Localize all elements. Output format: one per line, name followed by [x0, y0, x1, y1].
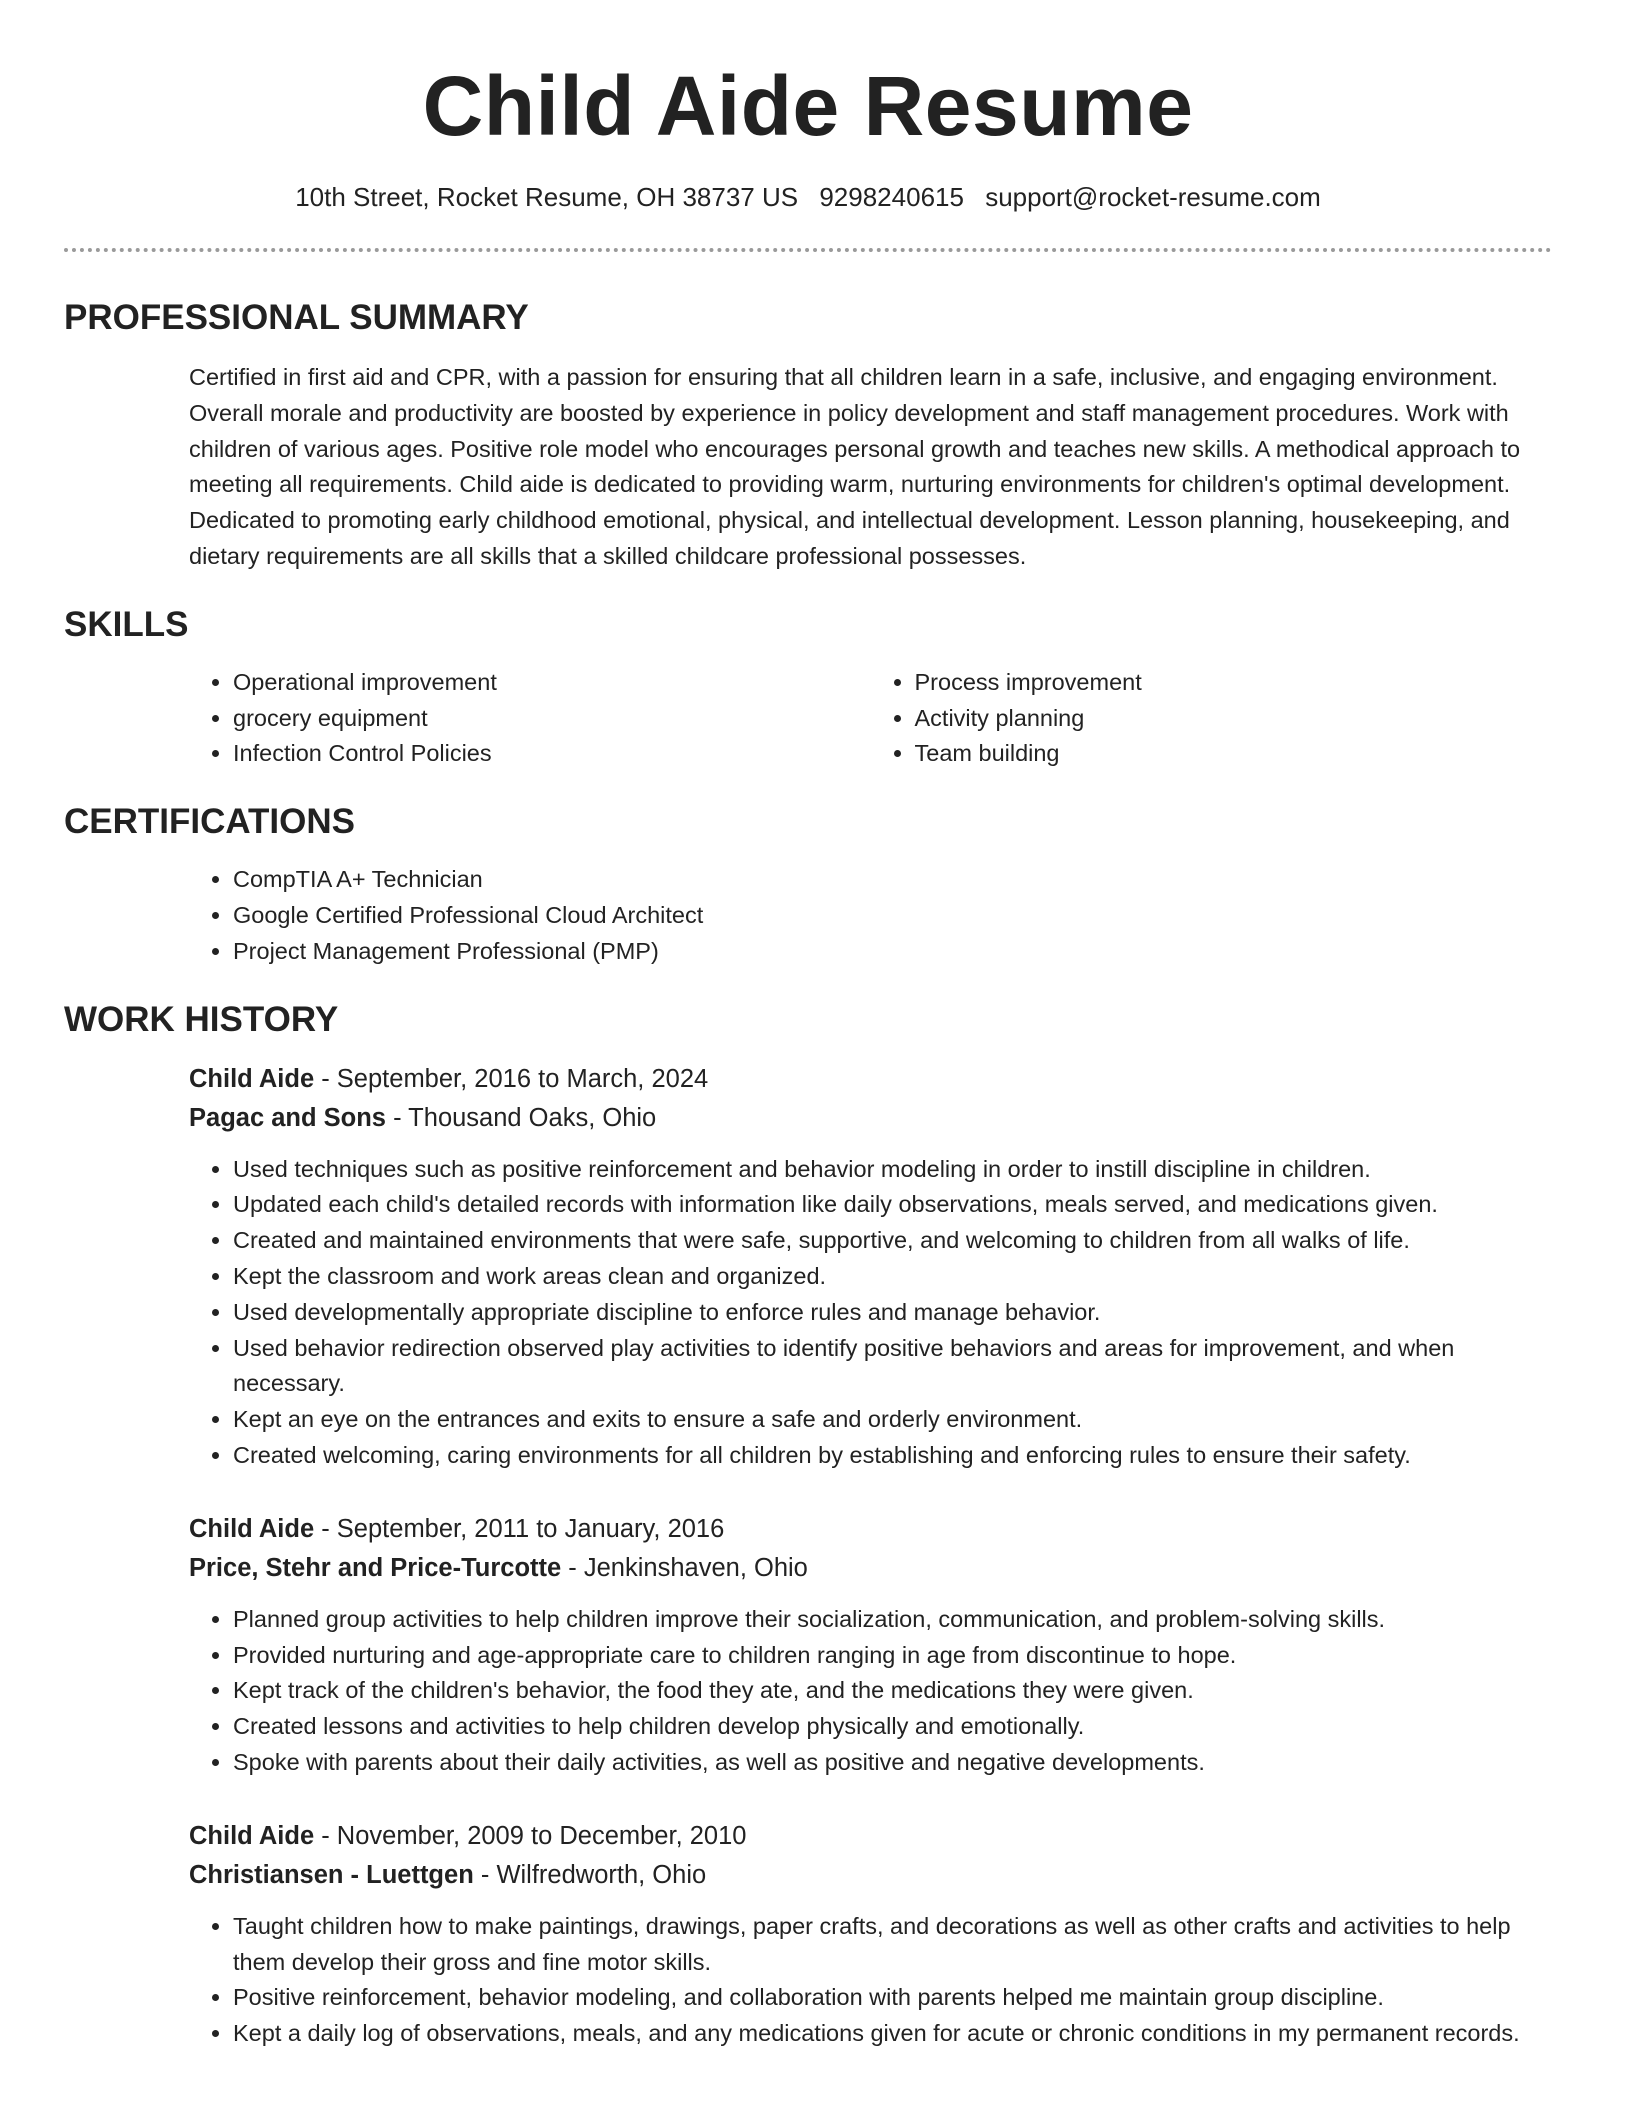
skill-item: • Activity planning — [915, 701, 1553, 737]
summary-text: Certified in first aid and CPR, with a passion for ensuring that all children learn in a safe, inclusive, and engaging environment. Overall morale and productivity are boosted by experience in policy development and staff management procedures. Work with children of various ages. Positive role model who encourages personal growth and teaches new skills. A methodical approach to meeting all requirements. Child aide is dedicated to providing warm, nurturing environments for children's optimal development. Dedicated to promoting early childhood emotional, physical, and intellectual development. Lesson planning, housekeeping, and dietary requirements are all skills that a skilled childcare professional possesses. — [189, 364, 1521, 569]
job-title: Child Aide — [189, 1821, 315, 1850]
job-bullet: • Updated each child's detailed records with information like daily observations, meals served, and medications given. — [233, 1187, 1552, 1223]
job-bullet: • Spoke with parents about their daily activities, as well as positive and negative developments. — [233, 1745, 1552, 1781]
skill-item: • Infection Control Policies — [233, 736, 871, 772]
job-company-line — [189, 1099, 1552, 1138]
job-title: Child Aide — [189, 1514, 315, 1543]
job-entry — [189, 1510, 1552, 1781]
contact-line — [64, 180, 1552, 214]
skill-item: • Team building — [915, 736, 1553, 772]
job-bullet: • Planned group activities to help children improve their socialization, communication, and problem-solving skills. — [233, 1602, 1552, 1638]
job-bullet: • Provided nurturing and age-appropriate care to children ranging in age from discontinue to hope. — [233, 1638, 1552, 1674]
job-bullet: • Kept a daily log of observations, meals, and any medications given for acute or chronic conditions in my permanent records. — [233, 2016, 1552, 2052]
contact-address: 10th Street, Rocket Resume, OH 38737 US — [295, 182, 799, 212]
skills-list-right — [871, 665, 1553, 772]
contact-phone[interactable]: 9298240615 — [819, 182, 964, 212]
job-title-line — [189, 1817, 1552, 1856]
certification-item: • CompTIA A+ Technician — [233, 862, 1552, 898]
job-bullet: • Kept the classroom and work areas clean and organized. — [233, 1259, 1552, 1295]
certifications-list — [189, 862, 1552, 969]
skill-item: • grocery equipment — [233, 701, 871, 737]
contact-email[interactable]: support@rocket-resume.com — [985, 182, 1321, 212]
job-company: Christiansen - Luettgen — [189, 1860, 474, 1889]
job-bullet: • Created and maintained environments that were safe, supportive, and welcoming to children from all walks of life. — [233, 1223, 1552, 1259]
job-bullets — [189, 1602, 1552, 1781]
job-bullet: • Kept an eye on the entrances and exits to ensure a safe and orderly environment. — [233, 1402, 1552, 1438]
resume-page — [64, 0, 1552, 2088]
skills-list-left — [189, 665, 871, 772]
skills-grid — [189, 665, 1552, 772]
certifications-section — [64, 800, 1552, 969]
job-bullet: • Taught children how to make paintings, drawings, paper crafts, and decorations as well as other crafts and activities to help them develop their gross and fine motor skills. — [233, 1909, 1552, 1981]
job-bullet: • Created lessons and activities to help children develop physically and emotionally. — [233, 1709, 1552, 1745]
skill-item: • Operational improvement — [233, 665, 871, 701]
job-bullet: • Positive reinforcement, behavior modeling, and collaboration with parents helped me maintain group discipline. — [233, 1980, 1552, 2016]
work-section — [64, 998, 1552, 2052]
job-title-line — [189, 1510, 1552, 1549]
skills-section — [64, 603, 1552, 772]
summary-section — [64, 296, 1552, 575]
job-bullet: • Used techniques such as positive reinforcement and behavior modeling in order to instill discipline in children. — [233, 1152, 1552, 1188]
job-location: - Thousand Oaks, Ohio — [385, 1103, 657, 1132]
certifications-heading: CERTIFICATIONS — [64, 802, 356, 842]
job-company: Pagac and Sons — [189, 1103, 386, 1132]
job-entry — [189, 1817, 1552, 2052]
job-title-line — [189, 1060, 1552, 1099]
job-entry — [189, 1060, 1552, 1474]
job-company-line — [189, 1856, 1552, 1895]
job-location: - Jenkinshaven, Ohio — [561, 1553, 808, 1582]
resume-title: Child Aide Resume — [422, 59, 1194, 153]
certification-item: • Project Management Professional (PMP) — [233, 934, 1552, 970]
job-company-line — [189, 1549, 1552, 1588]
job-dates: - November, 2009 to December, 2010 — [314, 1821, 747, 1850]
job-bullet: • Used developmentally appropriate discipline to enforce rules and manage behavior. — [233, 1295, 1552, 1331]
header-divider — [64, 248, 1552, 252]
certification-item: • Google Certified Professional Cloud Architect — [233, 898, 1552, 934]
job-location: - Wilfredworth, Ohio — [473, 1860, 707, 1889]
job-bullets — [189, 1909, 1552, 2052]
job-company: Price, Stehr and Price-Turcotte — [189, 1553, 562, 1582]
job-bullet: • Kept track of the children's behavior, the food they ate, and the medications they were given. — [233, 1673, 1552, 1709]
job-dates: - September, 2011 to January, 2016 — [314, 1514, 725, 1543]
skills-heading: SKILLS — [64, 604, 189, 644]
work-heading: WORK HISTORY — [64, 999, 339, 1039]
job-dates: - September, 2016 to March, 2024 — [314, 1064, 709, 1093]
job-bullets — [189, 1152, 1552, 1474]
job-bullet: • Created welcoming, caring environments for all children by establishing and enforcing rules to ensure their safety. — [233, 1438, 1552, 1474]
job-title: Child Aide — [189, 1064, 315, 1093]
skill-item: • Process improvement — [915, 665, 1553, 701]
summary-heading: PROFESSIONAL SUMMARY — [64, 298, 529, 337]
job-bullet: • Used behavior redirection observed play activities to identify positive behaviors and areas for improvement, and when necessary. — [233, 1331, 1552, 1403]
